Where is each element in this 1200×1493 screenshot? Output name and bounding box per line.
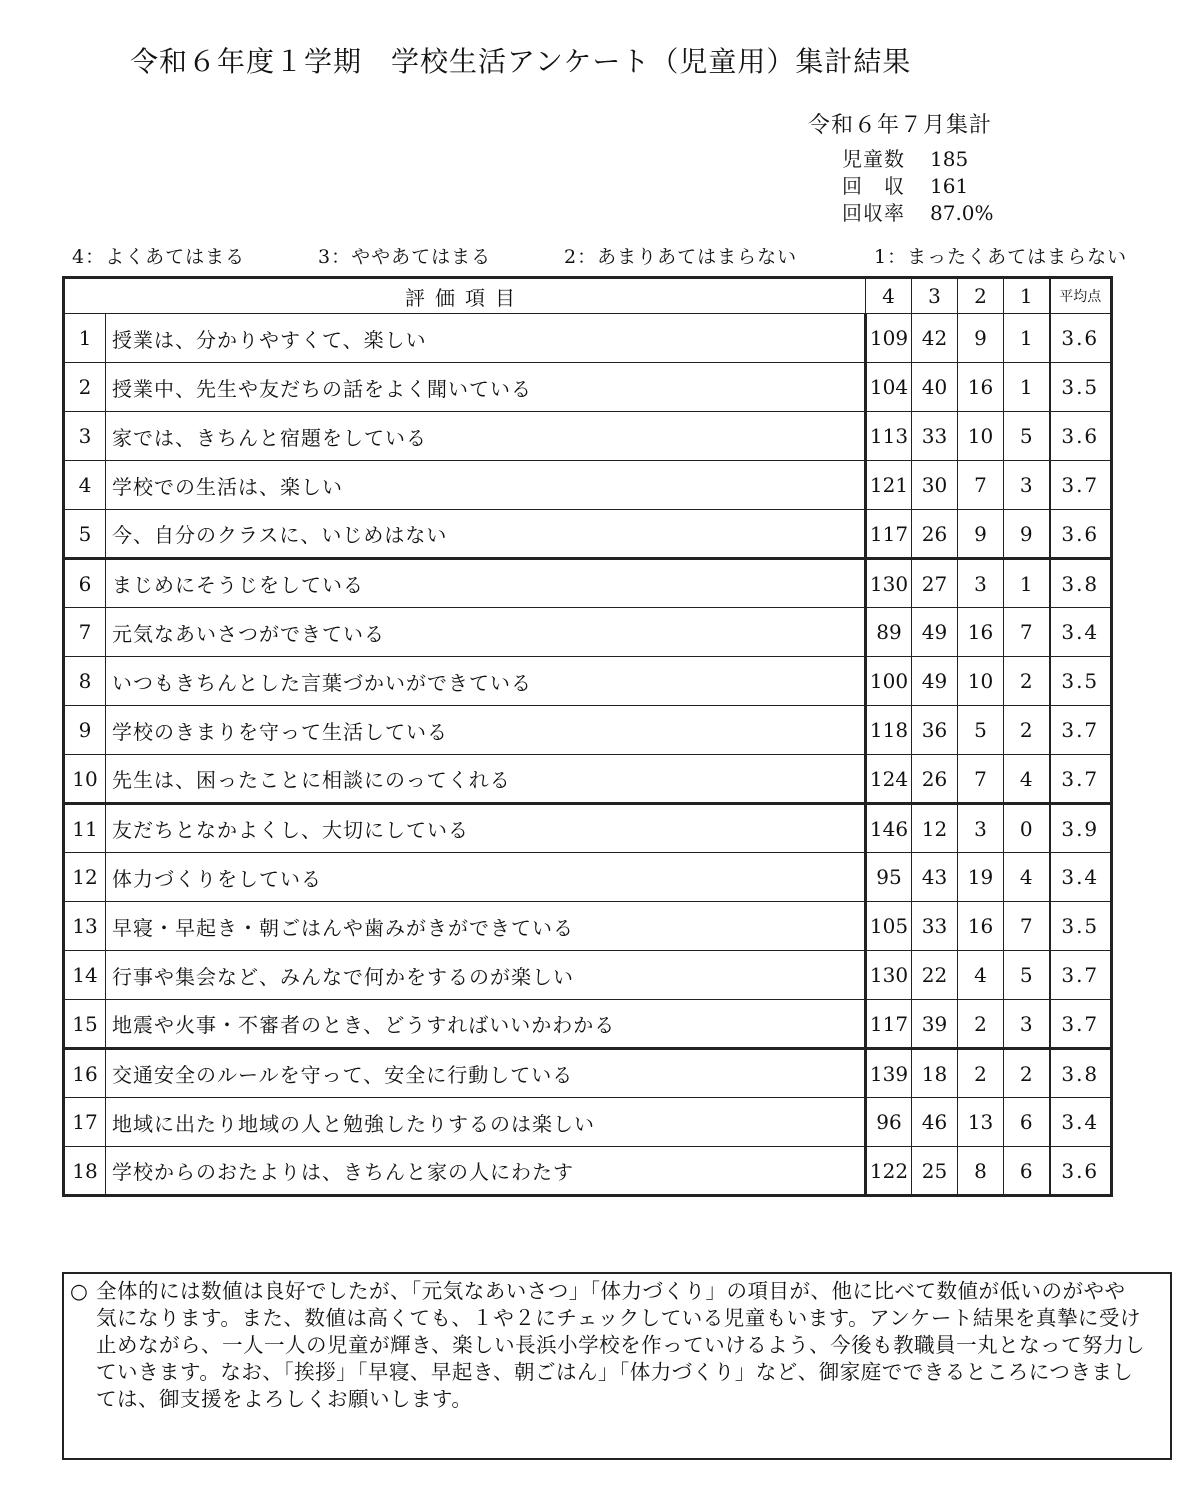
row-count-3: 33 [912,412,958,461]
header-item: 評価項目 [64,278,866,314]
row-item-text: 学校での生活は、楽しい [106,461,866,510]
row-count-3: 18 [912,1049,958,1098]
row-count-3: 30 [912,461,958,510]
row-average: 3.4 [1050,853,1112,902]
row-count-4: 109 [866,314,912,363]
stat-value: 185 [930,147,969,171]
row-item-text: 先生は、困ったことに相談にのってくれる [106,755,866,804]
row-count-1: 1 [1004,314,1050,363]
row-number: 1 [64,314,106,363]
row-count-3: 25 [912,1147,958,1196]
row-average: 3.7 [1050,1000,1112,1049]
row-number: 11 [64,804,106,853]
row-count-1: 1 [1004,559,1050,608]
row-item-text: 体力づくりをしている [106,853,866,902]
row-count-3: 49 [912,657,958,706]
table-row [64,314,1112,363]
row-item-text: 元気なあいさつができている [106,608,866,657]
row-count-3: 42 [912,314,958,363]
row-count-4: 121 [866,461,912,510]
row-count-1: 7 [1004,608,1050,657]
row-count-4: 96 [866,1098,912,1147]
row-number: 5 [64,510,106,559]
row-count-2: 3 [958,559,1004,608]
row-average: 3.9 [1050,804,1112,853]
row-count-2: 19 [958,853,1004,902]
row-count-3: 26 [912,755,958,804]
table-row [64,951,1112,1000]
row-count-2: 9 [958,510,1004,559]
row-count-1: 2 [1004,657,1050,706]
scale-4: 4：よくあてはまる [72,246,246,268]
row-count-4: 118 [866,706,912,755]
header-2: 2 [958,278,1004,314]
row-count-2: 16 [958,363,1004,412]
row-item-text: 交通安全のルールを守って、安全に行動している [106,1049,866,1098]
row-count-1: 4 [1004,755,1050,804]
header-3: 3 [912,278,958,314]
header-1: 1 [1004,278,1050,314]
row-number: 13 [64,902,106,951]
row-count-1: 0 [1004,804,1050,853]
row-count-4: 117 [866,1000,912,1049]
row-count-4: 117 [866,510,912,559]
row-count-3: 40 [912,363,958,412]
row-number: 12 [64,853,106,902]
row-count-2: 5 [958,706,1004,755]
row-count-4: 89 [866,608,912,657]
row-count-3: 39 [912,1000,958,1049]
row-number: 2 [64,363,106,412]
row-number: 4 [64,461,106,510]
table-row [64,412,1112,461]
stat-label: 回収率 [842,201,905,225]
row-count-1: 2 [1004,1049,1050,1098]
row-count-4: 104 [866,363,912,412]
row-average: 3.6 [1050,1147,1112,1196]
row-average: 3.6 [1050,412,1112,461]
row-count-3: 27 [912,559,958,608]
table-row [64,1098,1112,1147]
table-row [64,608,1112,657]
row-item-text: 家では、きちんと宿題をしている [106,412,866,461]
table-row [64,363,1112,412]
table-row [64,902,1112,951]
row-average: 3.8 [1050,1049,1112,1098]
row-average: 3.5 [1050,902,1112,951]
row-count-1: 3 [1004,1000,1050,1049]
row-count-2: 10 [958,412,1004,461]
table-header-row [64,278,1112,314]
row-count-3: 33 [912,902,958,951]
row-item-text: 今、自分のクラスに、いじめはない [106,510,866,559]
row-count-1: 5 [1004,412,1050,461]
row-average: 3.7 [1050,461,1112,510]
row-count-2: 8 [958,1147,1004,1196]
results-table [62,276,1113,1197]
row-count-4: 130 [866,951,912,1000]
row-item-text: 学校からのおたよりは、きちんと家の人にわたす [106,1147,866,1196]
row-count-2: 7 [958,755,1004,804]
row-number: 6 [64,559,106,608]
row-count-3: 43 [912,853,958,902]
row-item-text: 地域に出たり地域の人と勉強したりするのは楽しい [106,1098,866,1147]
row-count-4: 122 [866,1147,912,1196]
table-row [64,1147,1112,1196]
table-row [64,755,1112,804]
scale-2: 2：あまりあてはまらない [564,246,798,268]
row-number: 9 [64,706,106,755]
table-row [64,804,1112,853]
tally-date: 令和６年７月集計 [808,113,993,138]
row-number: 15 [64,1000,106,1049]
row-count-2: 3 [958,804,1004,853]
page-title: 令和６年度１学期 学校生活アンケート（児童用）集計結果 [130,45,912,78]
row-item-text: 授業中、先生や友だちの話をよく聞いている [106,363,866,412]
row-item-text: 地震や火事・不審者のとき、どうすればいいかわかる [106,1000,866,1049]
row-number: 16 [64,1049,106,1098]
row-count-2: 10 [958,657,1004,706]
stat-label: 回 収 [842,174,905,198]
table-row [64,1049,1112,1098]
row-count-1: 2 [1004,706,1050,755]
row-count-1: 1 [1004,363,1050,412]
stat-collected [842,173,994,200]
row-count-1: 5 [1004,951,1050,1000]
row-count-4: 113 [866,412,912,461]
row-average: 3.7 [1050,951,1112,1000]
table-row [64,510,1112,559]
header-4: 4 [866,278,912,314]
row-item-text: 授業は、分かりやすくて、楽しい [106,314,866,363]
row-count-3: 36 [912,706,958,755]
scale-3: 3：ややあてはまる [318,246,492,268]
row-item-text: 友だちとなかよくし、大切にしている [106,804,866,853]
row-count-3: 49 [912,608,958,657]
row-count-2: 2 [958,1049,1004,1098]
row-average: 3.4 [1050,1098,1112,1147]
row-average: 3.6 [1050,510,1112,559]
row-count-2: 16 [958,902,1004,951]
row-average: 3.5 [1050,363,1112,412]
row-count-1: 3 [1004,461,1050,510]
summary-comment-box [62,1272,1172,1460]
row-average: 3.7 [1050,755,1112,804]
row-item-text: 早寝・早起き・朝ごはんや歯みがきができている [106,902,866,951]
table-row [64,1000,1112,1049]
row-count-4: 146 [866,804,912,853]
row-count-4: 139 [866,1049,912,1098]
scale-1: 1：まったくあてはまらない [874,246,1128,268]
row-count-4: 130 [866,559,912,608]
stat-rate [842,200,994,227]
row-count-1: 6 [1004,1098,1050,1147]
header-average: 平均点 [1050,278,1112,314]
table-row [64,461,1112,510]
row-count-4: 95 [866,853,912,902]
row-average: 3.8 [1050,559,1112,608]
row-number: 3 [64,412,106,461]
row-count-2: 16 [958,608,1004,657]
row-average: 3.5 [1050,657,1112,706]
row-count-4: 124 [866,755,912,804]
row-count-4: 100 [866,657,912,706]
row-number: 7 [64,608,106,657]
row-item-text: 学校のきまりを守って生活している [106,706,866,755]
row-average: 3.7 [1050,706,1112,755]
row-count-1: 4 [1004,853,1050,902]
row-number: 14 [64,951,106,1000]
row-count-2: 2 [958,1000,1004,1049]
row-count-2: 4 [958,951,1004,1000]
response-stats [842,146,994,227]
table-row [64,559,1112,608]
bullet-circle-icon: ○ [70,1279,89,1303]
row-count-1: 7 [1004,902,1050,951]
table-row [64,706,1112,755]
row-count-2: 7 [958,461,1004,510]
row-count-3: 12 [912,804,958,853]
row-number: 17 [64,1098,106,1147]
row-count-4: 105 [866,902,912,951]
row-item-text: いつもきちんとした言葉づかいができている [106,657,866,706]
row-count-2: 13 [958,1098,1004,1147]
stat-value: 87.0% [930,201,994,225]
table-row [64,853,1112,902]
row-average: 3.6 [1050,314,1112,363]
row-number: 18 [64,1147,106,1196]
row-count-3: 46 [912,1098,958,1147]
stat-students [842,146,994,173]
row-count-3: 26 [912,510,958,559]
row-number: 8 [64,657,106,706]
row-count-1: 9 [1004,510,1050,559]
row-count-2: 9 [958,314,1004,363]
summary-comment-text: 全体的には数値は良好でしたが、「元気なあいさつ」「体力づくり」の項目が、他に比べて数値が低いのがやや気になります。また、数値は高くても、１や２にチェックしている児童もいます。アンケート結果を真摯に受け止めながら、一人一人の児童が輝き、楽しい長浜小学校を作っていけるよう、今後も教職員一丸となって努力していきます。なお、「挨拶」「早寝、早起き、朝ごはん」「体力づくり」など、御家庭でできるところにつきましては、御支援をよろしくお願いします。 [96,1279,1146,1411]
row-count-1: 6 [1004,1147,1050,1196]
row-item-text: 行事や集会など、みんなで何かをするのが楽しい [106,951,866,1000]
stat-value: 161 [930,174,969,198]
rating-scale-legend [72,242,1172,270]
row-item-text: まじめにそうじをしている [106,559,866,608]
row-count-3: 22 [912,951,958,1000]
stat-label: 児童数 [842,147,905,171]
row-average: 3.4 [1050,608,1112,657]
table-row [64,657,1112,706]
row-number: 10 [64,755,106,804]
